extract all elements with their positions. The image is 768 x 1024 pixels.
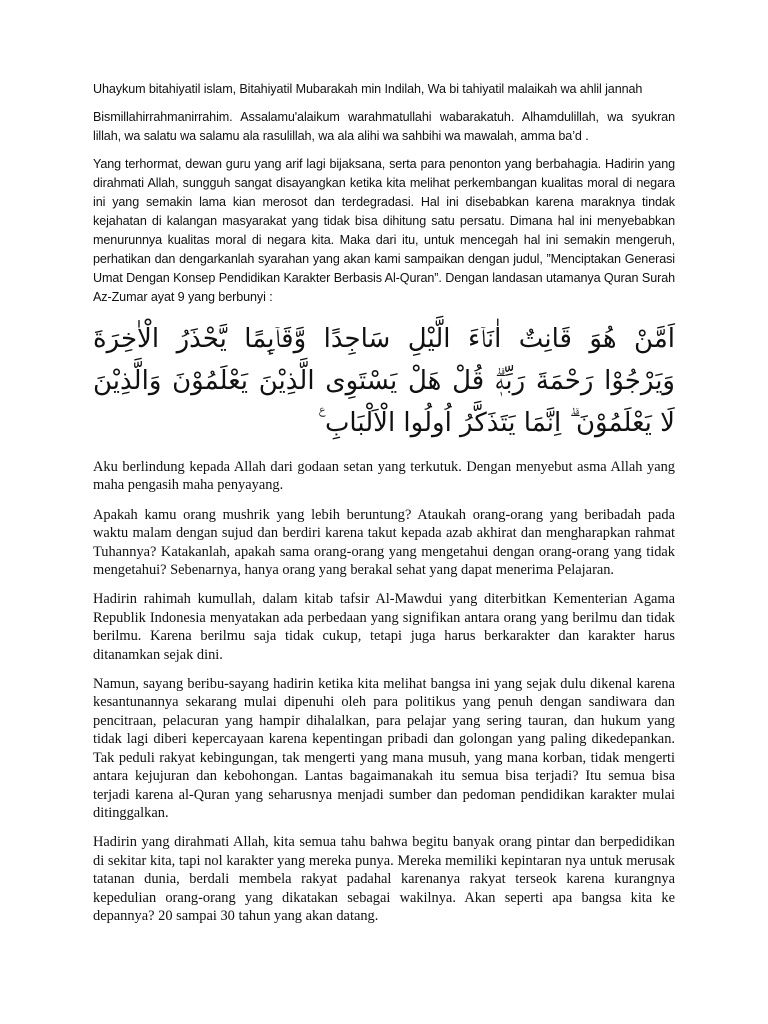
quran-verse-arabic: اَمَّنْ هُوَ قَانِتٌ اٰنَاۤءَ الَّيْلِ سَاجِدًا وَّقَاۤىِٕمًا يَّحْذَرُ الْاٰخِرَةَ وَيَرْجُوْا رَحْمَةَ رَبِّهٖۗ قُلْ هَلْ يَسْتَوِى الَّذِيْنَ يَعْلَمُوْنَ وَالَّذِيْنَ لَا يَعْلَمُوْنَ ۗ اِنَّمَا يَتَذَكَّرُ اُولُوا الْاَلْبَابِ ࣖ [93,324,675,438]
character-paragraph: Hadirin yang dirahmati Allah, kita semua tahu bahwa begitu banyak orang pintar dan berpedidikan di sekitar kita, tapi nol karakter yang mereka punya. Mereka memiliki kepintaran nya untuk merusak tatanan dunia, berdali membela rakyat padahal karenanya rakyat terseok karena kurangnya kepedulian orang-orang yang dikatakan sebagai wakilnya. Akan seperti apa bangsa kita ke depannya? 20 sampai 30 tahun yang akan datang. [93,834,675,924]
introduction-paragraph: Yang terhormat, dewan guru yang arif lagi bijaksana, serta para penonton yang berbahagia. Hadirin yang dirahmati Allah, sungguh sangat disayangkan ketika kita melihat perkembangan kualitas moral di negara ini yang semakin lama kian merosot dan terdegradasi. Hal ini disebabkan karena maraknya tindak kejahatan di kalangan masyarakat yang tidak bisa dihitung satu persatu. Dimana hal ini menyebabkan menurunnya kualitas moral di negara kita. Maka dari itu, untuk mencegah hal ini semakin mengeruh, perhatikan dan dengarkanlah syarahan yang akan kami sampaikan dengan judul, ”Menciptakan Generasi Umat Dengan Konsep Pendidikan Karakter Berbasis Al-Quran”. Dengan landasan utamanya Quran Surah Az-Zumar ayat 9 yang berbunyi : [93,157,675,304]
verse-translation-paragraph: Apakah kamu orang mushrik yang lebih beruntung? Ataukah orang-orang yang beribadah pada waktu malam dengan sujud dan berdiri karena takut kepada azab akhirat dan mengharapkan rahmat Tuhannya? Katakanlah, apakah sama orang-orang yang mengetahui dengan orang-orang yang tidak mengetahui? Sebenarnya, hanya orang yang berakal sehat yang dapat menerima Pelajaran. [93,506,675,579]
tafsir-paragraph: Hadirin rahimah kumullah, dalam kitab tafsir Al-Mawdui yang diterbitkan Kementerian Agama Republik Indonesia menyatakan ada perbedaan yang signifikan antara orang yang berilmu dan tidak berilmu. Karena berilmu saja tidak cukup, tetapi juga harus berkarakter dan karakter harus ditanamkan sejak dini. [93,591,675,663]
taawudz-translation-paragraph: Aku berlindung kepada Allah dari godaan setan yang terkutuk. Dengan menyebut asma Allah yang maha pengasih maha penyayang. [93,459,675,494]
opening-paragraph: Bismillahirrahmanirrahim. Assalamu'alaikum warahmatullahi wabarakatuh. Alhamdulillah, wa syukran lillah, wa salatu wa salamu ala rasulillah, wa ala alihi wa sahbihi wa mawalah, amma ba’d . [93,110,675,143]
nation-condition-paragraph: Namun, sayang beribu-sayang hadirin ketika kita melihat bangsa ini yang sejak dulu dikenal karena kesantunannya sekarang mulai dipenuhi oleh para politikus yang penuh dengan sandiwara dan pencitraan, pelacuran yang hampir dihalalkan, para pelajar yang sering tauran, dan hukum yang tidak lagi diberi kepercayaan karena kepentingan pribadi dan golongan yang paling dikedepankan. Tak peduli rakyat kebingungan, tak mengerti yang mana musuh, yang mana korban, tidak mengerti antara kejujuran dan kebohongan. Lantas bagaimanakah itu semua bisa terjadi? Itu semua bisa terjadi karena al-Quran yang seharusnya menjadi sumber dan pedoman pendidikan karakter mulai ditinggalkan. [93,676,675,821]
document-page [93,80,675,936]
greeting-paragraph: Uhaykum bitahiyatil islam, Bitahiyatil Mubarakah min Indilah, Wa bi tahiyatil malaikah wa ahlil jannah [93,82,643,96]
